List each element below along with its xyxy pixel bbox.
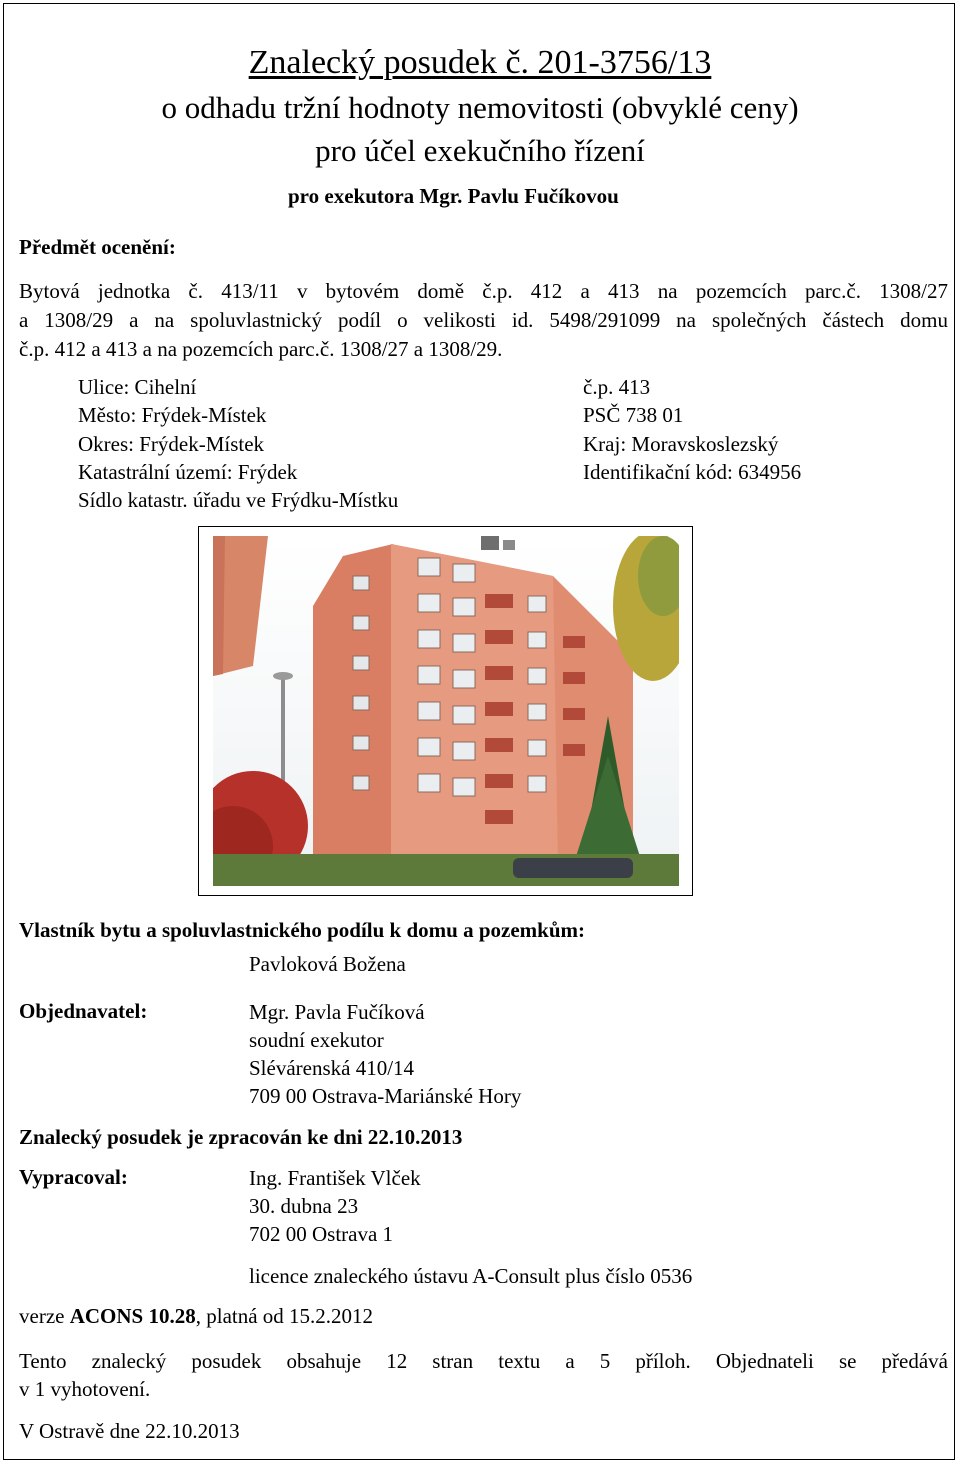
- subject-heading: Předmět ocenění:: [19, 235, 176, 259]
- address-street: Ulice: Cihelní: [78, 375, 197, 399]
- client-street: Slévárenská 410/14: [249, 1056, 415, 1080]
- footer-copies-line2: v 1 vyhotovení.: [19, 1377, 151, 1401]
- building-photo: [198, 526, 693, 896]
- building-photo-image: [213, 536, 679, 886]
- subject-description-line3: č.p. 412 a 413 a na pozemcích parc.č. 1308/27 a 1308/29.: [19, 337, 503, 361]
- version-name: ACONS 10.28: [69, 1304, 196, 1328]
- address-city: Město: Frýdek-Místek: [78, 403, 267, 427]
- address-district: Okres: Frýdek-Místek: [78, 432, 265, 456]
- author-name: Ing. František Vlček: [249, 1166, 421, 1190]
- software-version: [19, 1304, 373, 1329]
- address-cadastral-office: Sídlo katastr. úřadu ve Frýdku-Místku: [78, 488, 399, 512]
- client-heading: Objednavatel:: [19, 999, 148, 1023]
- subject-description-line1: Bytová jednotka č. 413/11 v bytovém domě č.p. 412 a 413 na pozemcích parc.č. 1308/27: [19, 279, 948, 303]
- author-street: 30. dubna 23: [249, 1194, 359, 1218]
- prepared-date: Znalecký posudek je zpracován ke dni 22.10.2013: [19, 1125, 463, 1149]
- client-name: Mgr. Pavla Fučíková: [249, 1000, 425, 1024]
- place-and-date: V Ostravě dne 22.10.2013: [19, 1419, 240, 1443]
- subject-description-line2: a 1308/29 a na spoluvlastnický podíl o velikosti id. 5498/291099 na společných částech domu: [19, 308, 948, 332]
- author-city: 702 00 Ostrava 1: [249, 1222, 394, 1246]
- document-purpose: pro účel exekučního řízení: [315, 133, 645, 168]
- client-city: 709 00 Ostrava-Mariánské Hory: [249, 1084, 522, 1108]
- address-region: Kraj: Moravskoslezský: [583, 432, 779, 456]
- address-identification-code: Identifikační kód: 634956: [583, 460, 802, 484]
- footer-copies-line1: Tento znalecký posudek obsahuje 12 stran textu a 5 příloh. Objednateli se předává: [19, 1349, 948, 1373]
- author-license: licence znaleckého ústavu A-Consult plus číslo 0536: [249, 1264, 693, 1288]
- address-postcode: PSČ 738 01: [583, 403, 684, 427]
- version-prefix: verze: [19, 1304, 70, 1328]
- version-suffix: , platná od 15.2.2012: [195, 1304, 374, 1328]
- document-subtitle: o odhadu tržní hodnoty nemovitosti (obvyklé ceny): [161, 90, 799, 125]
- address-cadastral-area: Katastrální území: Frýdek: [78, 460, 298, 484]
- author-heading: Vypracoval:: [19, 1165, 128, 1189]
- executor-line: pro exekutora Mgr. Pavlu Fučíkovou: [288, 184, 619, 208]
- document-title: Znalecký posudek č. 201-3756/13: [248, 44, 712, 81]
- address-house-number: č.p. 413: [583, 375, 651, 399]
- owner-heading: Vlastník bytu a spoluvlastnického podílu k domu a pozemkům:: [19, 918, 585, 942]
- client-role: soudní exekutor: [249, 1028, 384, 1052]
- owner-name: Pavloková Božena: [249, 952, 406, 976]
